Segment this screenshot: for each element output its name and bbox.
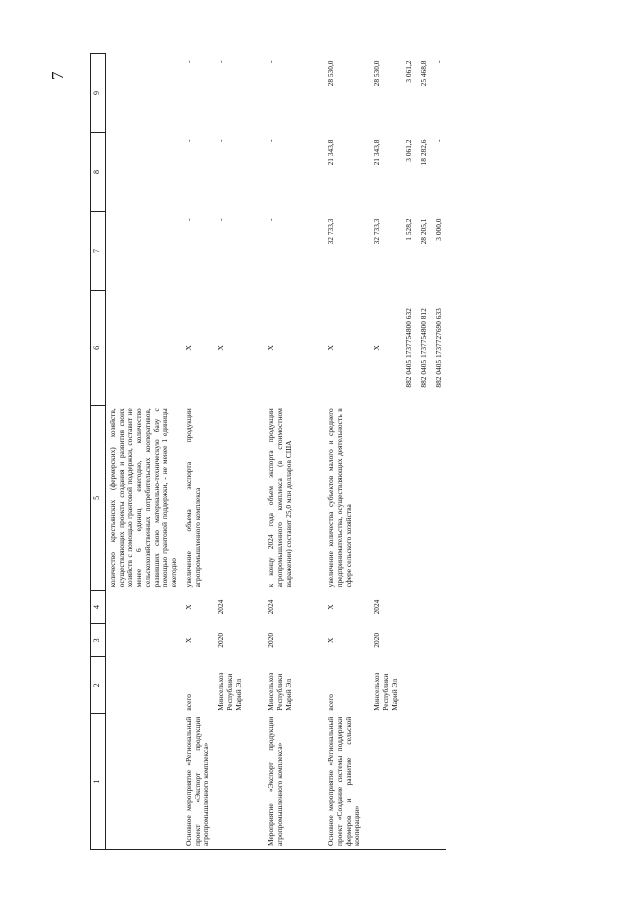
cell-c5: количество крестьянских (фермерских) хозяйств, осуществляющих проекты создания и развития своих хозяйств с помощью грантовой поддержки, составит не менее 6 единиц ежегодно, количество сельскохозяйственных потребительских кооперативов, развивших свою материально-техническую базу с помощью грантовой поддержки, - не менее 1 единицы ежегодно [108,408,179,588]
cell-c9: - [433,60,443,63]
cell-c6: X [372,345,382,351]
cell-c9: - [266,60,276,63]
cell-c9: 3 061,2 [404,60,414,83]
cell-c7: 32 733,3 [372,218,382,245]
cell-c8: 21 343,8 [326,139,336,166]
cell-c1: Основное мероприятие «Региональный проект «Создание системы поддержки фермеров и развитие сельской кооперации» [324,714,370,850]
table-body [106,54,447,850]
cell-c5: к концу 2024 года объем экспорта продукции агропромышленного комплекса (в стоимостном выражении) составит 25,0 млн долларов США [266,408,293,588]
cell-c4 [106,590,182,623]
table-row [324,54,370,850]
header-col-1: 1 [91,714,106,850]
cell-c1 [370,714,402,850]
cell-c2: Минсельхоз Республики Марий Эл [372,672,399,711]
cell-c3: 2020 [372,632,382,648]
cell-c1 [214,714,264,850]
cell-c6: 882 0405 1737754800 812 [419,308,429,388]
cell-c7: 1 528,2 [404,218,414,241]
header-col-5: 5 [91,405,106,590]
cell-c9: 25 468,8 [419,60,429,87]
table-row [214,54,264,850]
table-row [417,54,432,850]
header-col-9: 9 [91,54,106,133]
cell-c9: - [216,60,226,63]
cell-c4 [417,590,432,623]
cell-c3: 2020 [216,632,226,648]
cell-c9: 28 530,0 [326,60,336,87]
cell-c7: - [266,218,276,221]
cell-c6 [106,290,182,405]
table-header [91,54,106,850]
cell-c7: 28 205,1 [419,218,429,245]
table-row [402,54,417,850]
cell-c2: Минсельхоз Республики Марий Эл [216,672,243,711]
cell-c1 [106,714,182,850]
cell-c3 [417,624,432,657]
cell-c6: X [216,345,226,351]
cell-c4: 2024 [266,599,276,615]
cell-c1: Основное мероприятие «Региональный проект «Экспорт продукции агропромышленного комплекса» [182,714,214,850]
cell-c5 [214,405,264,590]
header-row [91,54,106,850]
cell-c8: 3 061,2 [404,139,414,162]
cell-c2: всего [183,694,193,711]
cell-c6: 882 0405 1737754800 632 [404,308,414,388]
cell-c3: 2020 [266,632,276,648]
cell-c2: всего [326,694,336,711]
table-row [106,54,182,850]
cell-c2 [402,657,417,714]
cell-c1: Мероприятие «Экспорт продукции агропромышленного комплекса» [264,714,324,850]
cell-c2: Минсельхоз Республики Марий Эл [266,672,293,711]
cell-c4 [432,590,447,623]
cell-c9: 28 530,0 [372,60,382,87]
table-row [182,54,214,850]
cell-c8: 18 282,6 [419,139,429,166]
cell-c3 [432,624,447,657]
cell-c1 [402,714,417,850]
cell-c3: X [326,637,336,643]
cell-c3 [106,624,182,657]
cell-c6: 882 0405 1737727690 633 [433,308,443,388]
cell-c5 [370,405,402,590]
cell-c8: - [266,139,276,143]
table-row [370,54,402,850]
header-col-4: 4 [91,590,106,623]
header-col-2: 2 [91,657,106,714]
header-col-6: 6 [91,290,106,405]
cell-c1 [432,714,447,850]
cell-c7: 3 000,0 [433,218,443,241]
cell-c2 [417,657,432,714]
header-col-3: 3 [91,624,106,657]
page-number: 7 [48,71,67,80]
cell-c4: 2024 [372,599,382,615]
cell-c9: - [183,60,193,63]
cell-c8: 21 343,8 [372,139,382,166]
table-row [432,54,447,850]
cell-c2 [432,657,447,714]
cell-c6: X [183,345,193,351]
cell-c4: X [326,604,336,610]
cell-c5 [417,405,432,590]
program-table [90,53,446,850]
cell-c5: увеличение количества субъектов малого и среднего предпринимательства, осуществляющих деятельность в сфере сельского хозяйства [326,408,353,588]
cell-c7: 32 733,3 [326,218,336,245]
table-row [264,54,324,850]
cell-c8: - [183,139,193,143]
cell-c3: X [183,637,193,643]
cell-c8: - [433,139,443,143]
cell-c5 [432,405,447,590]
cell-c7: - [216,218,226,221]
cell-c1 [417,714,432,850]
cell-c6: X [266,345,276,351]
cell-c8: - [216,139,226,143]
cell-c7: - [183,218,193,221]
cell-c2 [106,657,182,714]
header-col-8: 8 [91,133,106,212]
cell-c3 [402,624,417,657]
cell-c9 [106,54,182,133]
cell-c5 [402,405,417,590]
header-col-7: 7 [91,212,106,291]
cell-c4 [402,590,417,623]
cell-c7 [106,212,182,291]
cell-c5: увеличение объема экспорта продукции агропромышленного комплекса [183,408,202,588]
cell-c4: 2024 [216,599,226,615]
cell-c4: X [183,604,193,610]
cell-c6: X [326,345,336,351]
cell-c8 [106,133,182,212]
